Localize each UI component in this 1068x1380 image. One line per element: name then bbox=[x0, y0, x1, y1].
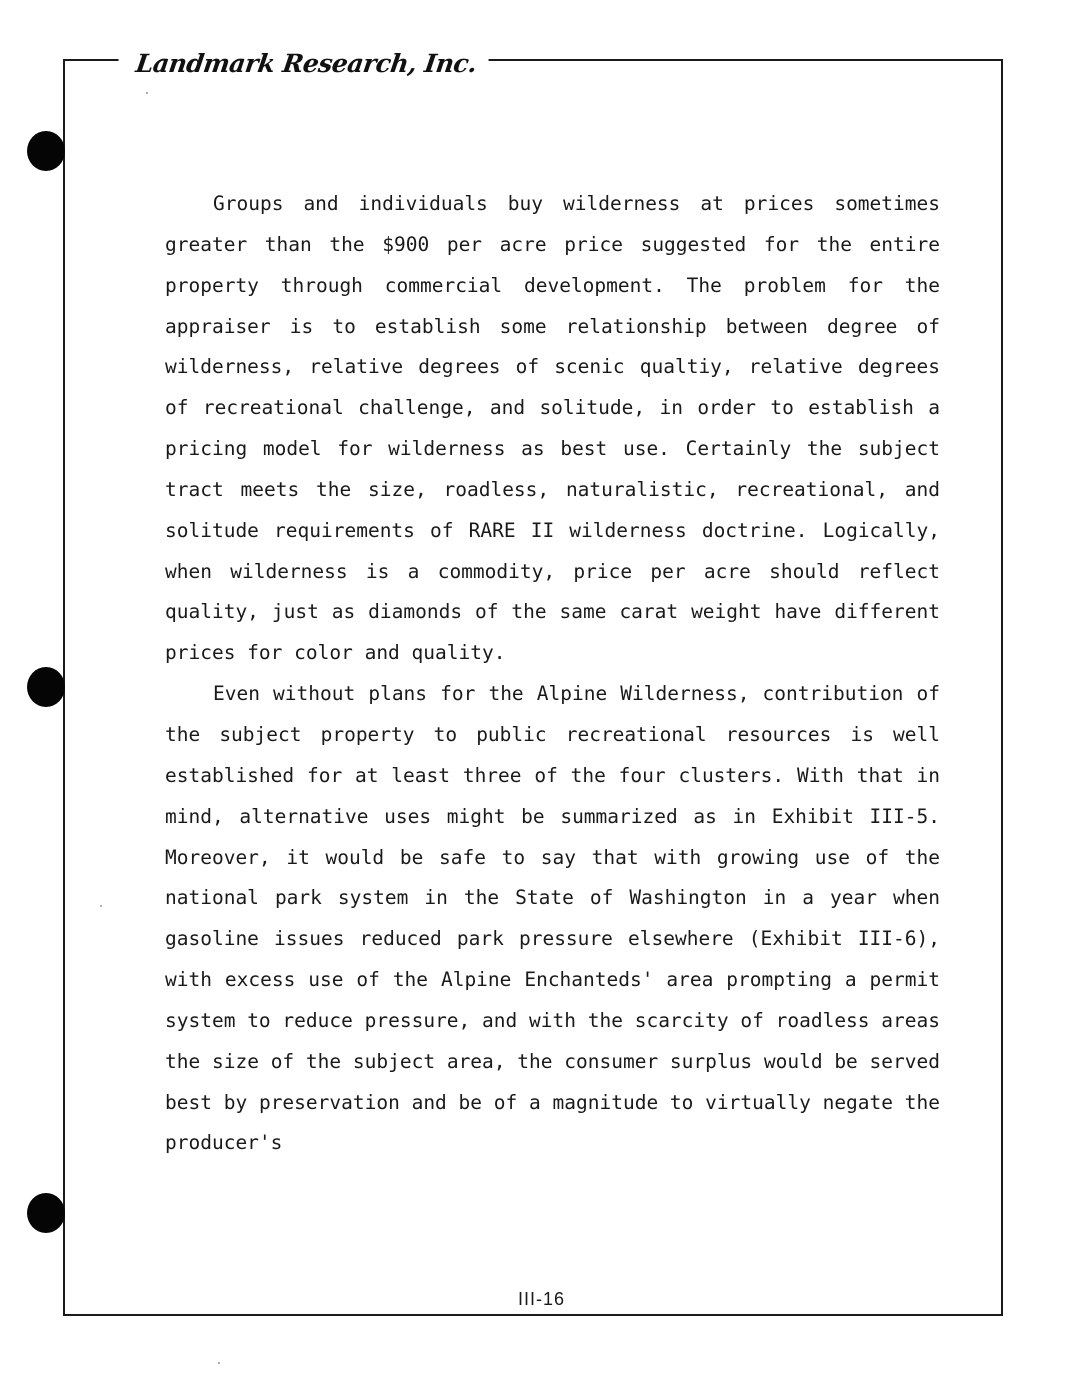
paragraph: Groups and individuals buy wilderness at prices sometimes greater than the $900 per acre price suggested for the entire property through commercial development. The problem for the appraiser is to establish some relationship between degree of wilderness, relative degrees of scenic qualtiy, relative degrees of recreational challenge, and solitude, in order to establish a pricing model for wilderness as best use. Certainly the subject tract meets the size, roadless, naturalistic, recreational, and solitude requirements of RARE II wilderness doctrine. Logically, when wilderness is a commodity, price per acre should reflect quality, just as diamonds of the same carat weight have different prices for color and quality. bbox=[165, 192, 940, 665]
page-number: III-16 bbox=[504, 1286, 579, 1312]
scan-speck bbox=[100, 905, 102, 907]
binder-hole-top bbox=[27, 131, 65, 171]
binder-hole-bottom bbox=[27, 1193, 65, 1233]
binder-hole-middle bbox=[27, 667, 65, 707]
scan-speck bbox=[146, 92, 148, 94]
scan-speck bbox=[218, 1362, 220, 1364]
paragraph: Even without plans for the Alpine Wilderness, contribution of the subject property to public recreational resources is well established for at least three of the four clusters. With that in mind, alternative uses might be summarized as in Exhibit III-5. Moreover, it would be safe to say that with growing use of the national park system in the State of Washington in a year when gasoline issues reduced park pressure elsewhere (Exhibit III-6), with excess use of the Alpine Enchanteds' area prompting a permit system to reduce pressure, and with the scarcity of roadless areas the size of the subject area, the consumer surplus would be served best by preservation and be of a magnitude to virtually negate the producer's bbox=[165, 682, 940, 1155]
body-text bbox=[165, 184, 940, 1164]
letterhead-logo: Landmark Research, Inc. bbox=[115, 44, 491, 84]
